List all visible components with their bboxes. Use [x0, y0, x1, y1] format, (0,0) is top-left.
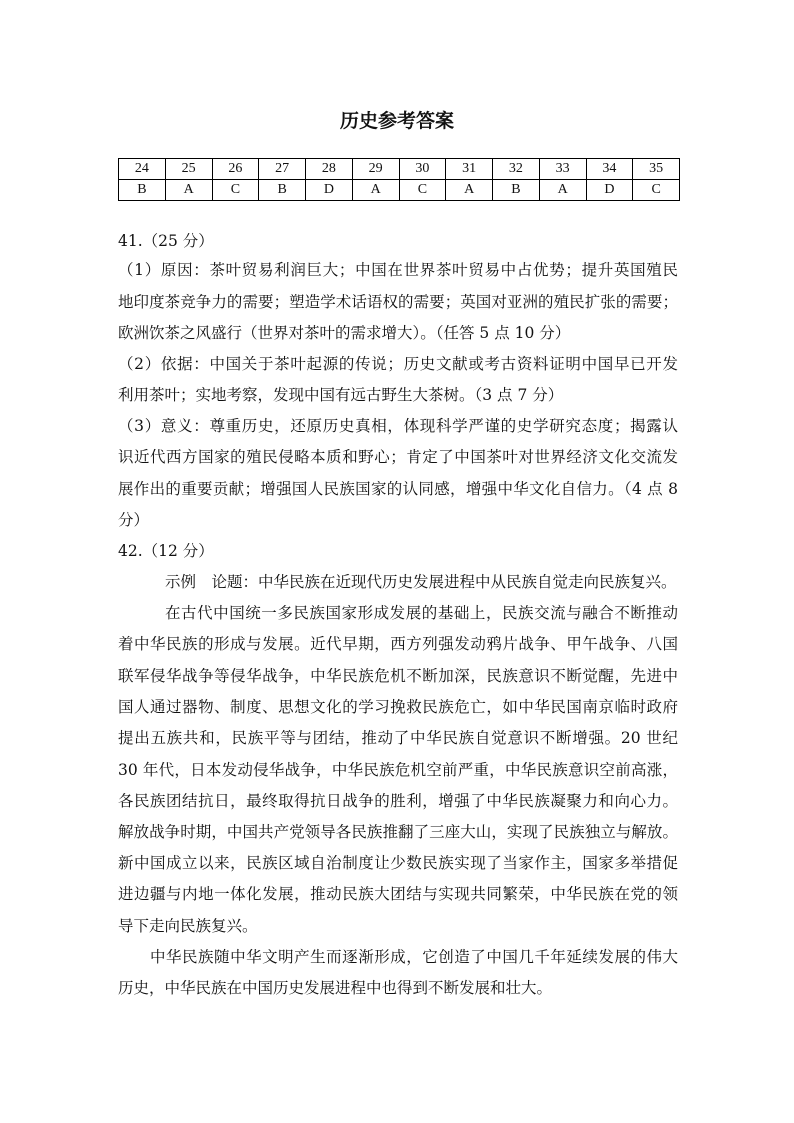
answer-line: 欧洲饮茶之风盛行（世界对茶叶的需求增大）。（任答 5 点 10 分）	[118, 324, 571, 342]
essay-line: 提出五族共和，民族平等与团结，推动了中华民族自觉意识不断增强。20 世纪	[118, 729, 678, 747]
answer-line: 识近代西方国家的殖民侵略本质和野心；肯定了中国茶叶对世界经济文化交流发	[118, 448, 678, 466]
essay-line: 着中华民族的形成与发展。近代早期，西方列强发动鸦片战争、甲午战争、八国	[118, 635, 678, 653]
question-number: 27	[259, 159, 306, 180]
question-number-row	[119, 159, 680, 180]
answer: A	[352, 180, 399, 201]
answer-line: 地印度茶竞争力的需要；塑造学术话语权的需要；英国对亚洲的殖民扩张的需要；	[118, 293, 678, 311]
answer-line: （1）原因：茶叶贸易利润巨大；中国在世界茶叶贸易中占优势；提升英国殖民	[118, 261, 678, 279]
question-number: 26	[212, 159, 259, 180]
answer: C	[633, 180, 680, 201]
answer: A	[165, 180, 212, 201]
answer-table	[118, 158, 680, 201]
question-number: 30	[399, 159, 446, 180]
answer: B	[119, 180, 166, 201]
essay-conclusion-line: 历史，中华民族在中国历史发展进程中也得到不断发展和壮大。	[118, 979, 553, 997]
page-title: 历史参考答案	[339, 110, 454, 132]
question-number: 34	[586, 159, 633, 180]
question-number: 31	[446, 159, 493, 180]
answer: B	[259, 180, 306, 201]
essay-conclusion-line: 中华民族随中华文明产生而逐渐形成，它创造了中国几千年延续发展的伟大	[150, 948, 678, 966]
question-number: 33	[539, 159, 586, 180]
answer: D	[586, 180, 633, 201]
answer-line: （2）依据：中国关于茶叶起源的传说；历史文献或考古资料证明中国早已开发	[118, 355, 678, 373]
answer-line: （3）意义：尊重历史，还原历史真相，体现科学严谨的史学研究态度；揭露认	[118, 417, 678, 435]
question-number: 35	[633, 159, 680, 180]
answer-line: 展作出的重要贡献；增强国人民族国家的认同感，增强中华文化自信力。（4 点 8	[118, 480, 678, 498]
essay-line: 解放战争时期，中国共产党领导各民族推翻了三座大山，实现了民族独立与解放。	[118, 823, 678, 841]
answer: A	[539, 180, 586, 201]
question-number: 24	[119, 159, 166, 180]
essay-line: 导下走向民族复兴。	[118, 917, 258, 935]
question-number: 25	[165, 159, 212, 180]
answer: B	[493, 180, 540, 201]
essay-line: 30 年代，日本发动侵华战争，中华民族危机空前严重，中华民族意识空前高涨，	[118, 761, 678, 779]
question-number: 32	[493, 159, 540, 180]
question-41-heading: 41.（25 分）	[118, 232, 214, 250]
essay-line: 各民族团结抗日，最终取得抗日战争的胜利，增强了中华民族凝聚力和向心力。	[118, 792, 678, 810]
essay-line: 在古代中国统一多民族国家形成发展的基础上，民族交流与融合不断推动	[165, 604, 678, 622]
essay-line: 联军侵华战争等侵华战争，中华民族危机不断加深，民族意识不断觉醒，先进中	[118, 667, 678, 685]
question-number: 28	[306, 159, 353, 180]
essay-line: 国人通过器物、制度、思想文化的学习挽救民族危亡，如中华民国南京临时政府	[118, 698, 678, 716]
answer: C	[399, 180, 446, 201]
answer-line: 分）	[118, 511, 150, 529]
question-42-heading: 42.（12 分）	[118, 542, 214, 560]
answer: D	[306, 180, 353, 201]
essay-line: 新中国成立以来，民族区域自治制度让少数民族实现了当家作主，国家多举措促	[118, 854, 678, 872]
answer-line: 利用茶叶；实地考察，发现中国有远古野生大茶树。（3 点 7 分）	[118, 386, 564, 404]
essay-line: 进边疆与内地一体化发展，推动民族大团结与实现共同繁荣，中华民族在党的领	[118, 885, 678, 903]
answer: C	[212, 180, 259, 201]
answer: A	[446, 180, 493, 201]
answer-row	[119, 180, 680, 201]
essay-thesis: 示例 论题：中华民族在近现代历史发展进程中从民族自觉走向民族复兴。	[165, 573, 677, 591]
question-number: 29	[352, 159, 399, 180]
